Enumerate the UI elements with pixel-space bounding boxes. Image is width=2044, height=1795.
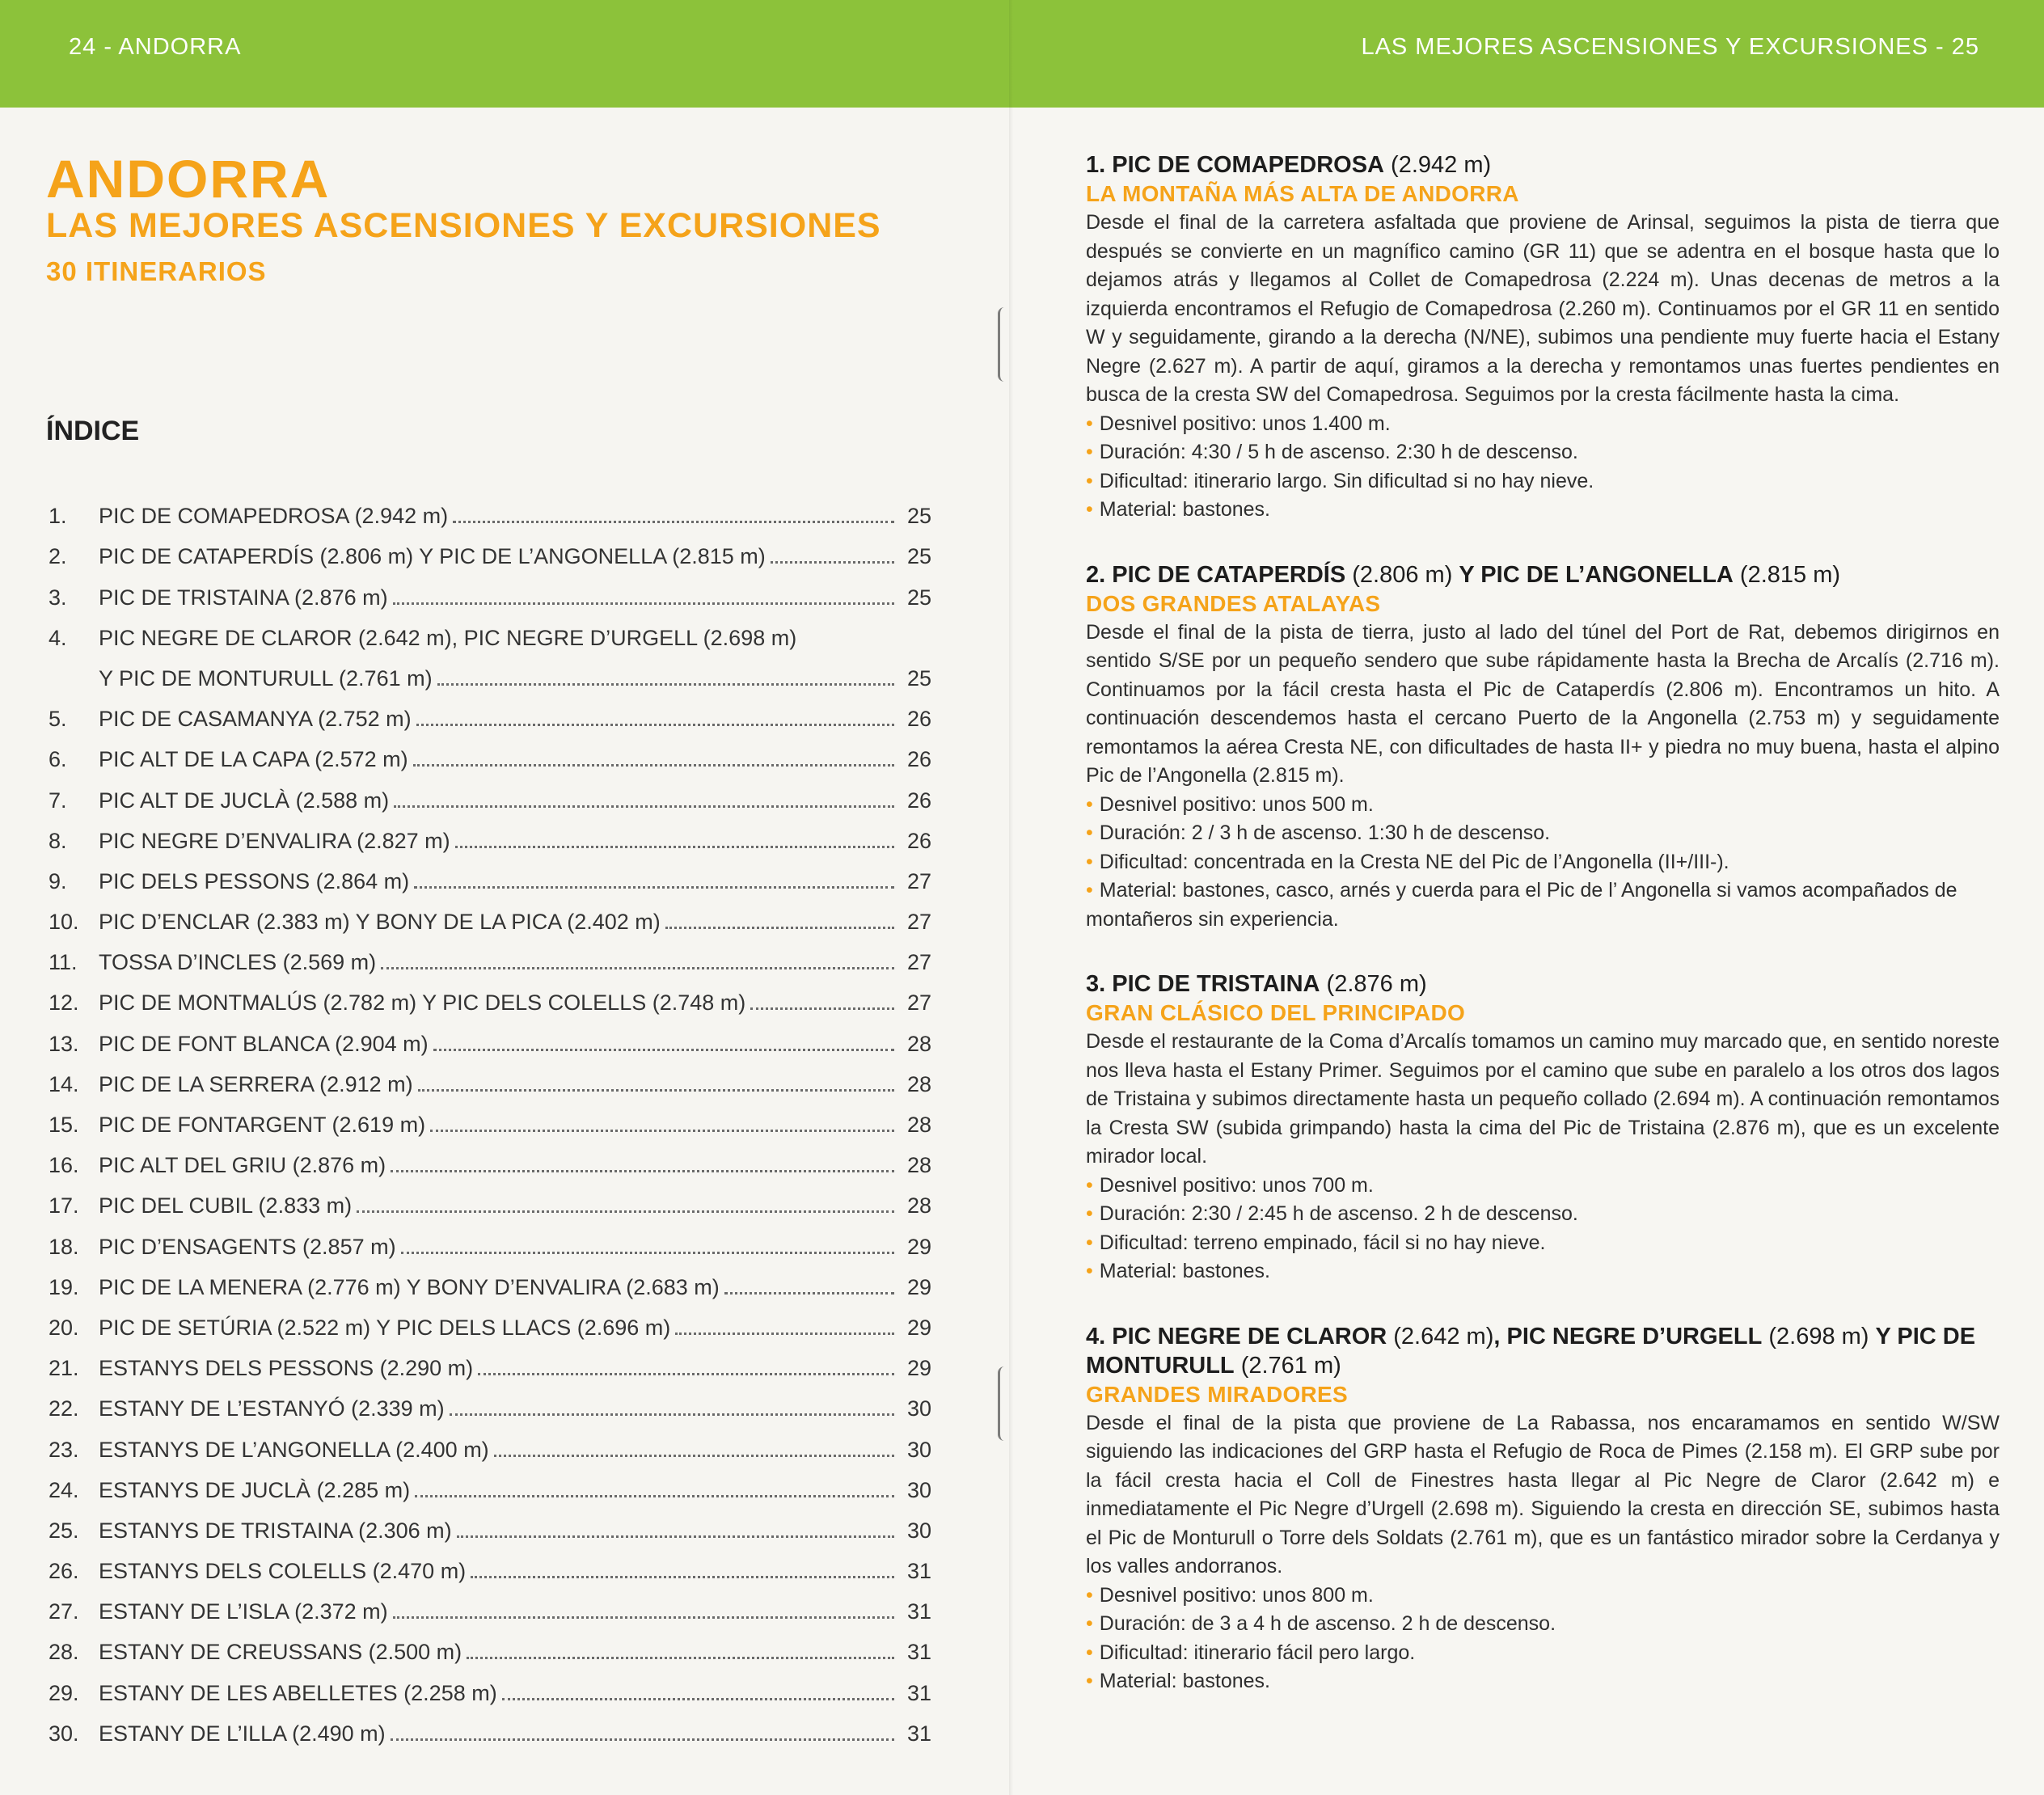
toc-entry-number: 8.: [49, 828, 67, 853]
toc-entry-number: 29.: [49, 1680, 79, 1705]
toc-entry-label: PIC DE MONTMALÚS (2.782 m) Y PIC DELS COLELLS (2.748 m): [99, 990, 746, 1016]
toc-entry-page: 31: [906, 1680, 931, 1705]
toc-leader-dots: [467, 1657, 894, 1659]
toc-entry: [49, 488, 931, 529]
toc-entry-page: 30: [906, 1518, 931, 1543]
toc-entry-number: 9.: [49, 868, 67, 893]
toc-entry-page: 28: [906, 1071, 931, 1096]
toc-entry-page: 28: [906, 1153, 931, 1178]
itinerary-title-name: , PIC NEGRE D’URGELL: [1493, 1323, 1763, 1349]
itinerary-title-name: 4. PIC NEGRE DE CLAROR: [1086, 1323, 1387, 1349]
toc-leader-dots: [478, 1373, 894, 1375]
itinerary-title-altitude: (2.942 m): [1384, 152, 1492, 178]
toc-entry-page: 28: [906, 1193, 931, 1218]
page-subtitle: LAS MEJORES ASCENSIONES Y EXCURSIONES: [46, 206, 881, 245]
toc-leader-dots: [494, 1455, 894, 1457]
itinerary-section: [1086, 560, 2000, 935]
itinerary-section: [1086, 969, 2000, 1286]
itinerary-details: [1086, 410, 2000, 525]
toc-leader-dots: [357, 1210, 894, 1213]
toc-entry-label: PIC ALT DE JUCLÀ (2.588 m): [99, 788, 390, 813]
toc-entry-label: PIC DE TRISTAINA (2.876 m): [99, 585, 388, 610]
toc-entry: [49, 1300, 931, 1341]
toc-entry: [49, 1503, 931, 1544]
toc-leader-dots: [455, 846, 894, 848]
toc-entry-label: PIC DE CATAPERDÍS (2.806 m) Y PIC DE L’ANGONELLA (2.815 m): [99, 544, 766, 569]
toc-entry-page: 29: [906, 1356, 931, 1381]
toc-entry-number: 20.: [49, 1315, 79, 1340]
toc-entry-number: 16.: [49, 1153, 79, 1178]
toc-entry-number: 14.: [49, 1071, 79, 1096]
toc-entry: [49, 1706, 931, 1746]
toc-leader-dots: [401, 1252, 894, 1254]
toc-entry: [49, 1057, 931, 1097]
toc-entry-number: 21.: [49, 1356, 79, 1381]
toc-entry: [49, 935, 931, 975]
toc-entry-number: 15.: [49, 1113, 79, 1137]
itinerary-description: Desde el final de la pista de tierra, justo al lado del túnel del Port de Rat, debemos dirigirnos en sentido S/SE por un pequeño sendero que sube rápidamente hasta la Brecha de Arcalís (2.716 m). Continuamos por la fácil cresta hasta el Pic de Cataperdís (2.806 m). Encontramos un hito. A continuación descendemos hasta el cercano Puerto de la Angonella (2.753 m) y seguidamente remontamos la aérea Cresta NE, con dificultades de hasta II+ y piedra no muy buena, hasta el alpino Pic de l’Angonella (2.815 m).: [1086, 620, 2000, 787]
toc-leader-dots: [453, 521, 894, 523]
toc-entry-label: ESTANYS DELS PESSONS (2.290 m): [99, 1356, 474, 1381]
toc-entry-page: 28: [906, 1113, 931, 1137]
toc-entry-label: PIC D’ENSAGENTS (2.857 m): [99, 1234, 396, 1259]
toc-entry-page: 25: [906, 585, 931, 610]
toc-leader-dots: [771, 561, 894, 564]
toc-entry-label: ESTANYS DELS COLELLS (2.470 m): [99, 1559, 467, 1584]
toc-entry-label: ESTANY DE L’ESTANYÓ (2.339 m): [99, 1396, 445, 1421]
itinerary-title-name: 1. PIC DE COMAPEDROSA: [1086, 152, 1384, 178]
itinerary-title-name: Y PIC DE MONTURULL: [1086, 1323, 1976, 1379]
toc-entry-page: 27: [906, 910, 931, 935]
itinerary-title-altitude: (2.642 m): [1387, 1323, 1494, 1349]
toc-entry-number: 13.: [49, 1031, 79, 1056]
toc-leader-dots: [416, 724, 894, 726]
toc-entry-number: 5.: [49, 707, 67, 732]
toc-leader-dots: [457, 1535, 894, 1538]
itinerary-description: Desde el restaurante de la Coma d’Arcalís tomamos un camino muy marcado que, en sentido noreste nos lleva hasta el Estany Primer. Seguimos por el camino que sube en paralelo a los otros dos lagos de Tristaina y subimos directamente hasta un pequeño collado (2.694 m). A continuación remontamos la Cresta SW (subida grimpando) hasta la cima del Pic de Tristaina (2.876 m), que es un excelente mirador local.: [1086, 1030, 2000, 1168]
toc-entry: [49, 732, 931, 772]
toc-entry-page: 29: [906, 1274, 931, 1299]
toc-entry-page: 26: [906, 747, 931, 772]
toc-entry-page: 31: [906, 1559, 931, 1584]
itinerary-title-name: Y PIC DE L’ANGONELLA: [1459, 561, 1734, 588]
toc-entry-label: PIC ALT DE LA CAPA (2.572 m): [99, 747, 408, 772]
toc-entry-page: 31: [906, 1640, 931, 1665]
toc-entry-label: ESTANY DE CREUSSANS (2.500 m): [99, 1640, 462, 1665]
toc-entry-label: PIC DE LA MENERA (2.776 m) Y BONY D’ENVALIRA (2.683 m): [99, 1274, 720, 1299]
toc-leader-dots: [675, 1333, 894, 1335]
toc-entry-page: 25: [906, 544, 931, 569]
toc-entry: [49, 1138, 931, 1178]
toc-leader-dots: [381, 967, 894, 969]
itinerary-sections: [1086, 150, 2000, 1732]
itinerary-detail-item: • Dificultad: itinerario largo. Sin dificultad si no hay nieve.: [1086, 467, 2000, 496]
toc-entry-page: 26: [906, 828, 931, 853]
toc-entry-label: ESTANYS DE TRISTAINA (2.306 m): [99, 1518, 452, 1543]
itinerary-section: [1086, 150, 2000, 525]
itinerary-detail-item: • Duración: 2 / 3 h de ascenso. 1:30 h de descenso.: [1086, 819, 2000, 848]
toc-entry: [49, 1544, 931, 1584]
staple-top: [998, 307, 1015, 382]
toc-entry-number: 3.: [49, 585, 67, 610]
toc-entry-number: 6.: [49, 747, 67, 772]
toc-entry-label: ESTANYS DE L’ANGONELLA (2.400 m): [99, 1437, 489, 1462]
header-band-right: [1013, 0, 2044, 108]
toc-entry-number: 17.: [49, 1193, 79, 1218]
toc-entry-label: PIC DE CASAMANYA (2.752 m): [99, 707, 412, 732]
toc-entry-page: 31: [906, 1721, 931, 1746]
itinerary-section: [1086, 1322, 2000, 1696]
itinerary-description: Desde el final de la pista que proviene de La Rabassa, nos encaramamos en sentido W/SW siguiendo las indicaciones del GRP hasta el Refugio de Roca de Pimes (2.158 m). El GRP sube por la fácil cresta hacia el Coll de Finestres hasta llegar al Pic Negre de Claror (2.642 m) e inmediatamente el Pic Negre d’Urgell (2.698 m). Siguiendo la cresta en dirección SE, subimos hasta el Pic de Monturull o Torre dels Soldats (2.761 m), que es un fantástico mirador sobre la Cerdanya y los valles andorranos.: [1086, 1411, 2000, 1577]
toc-entry-page: 27: [906, 868, 931, 893]
toc-entry-page: 28: [906, 1031, 931, 1056]
toc-leader-dots: [391, 1738, 894, 1741]
toc-entry-label: PIC DEL CUBIL (2.833 m): [99, 1193, 353, 1218]
toc-entry-number: 1.: [49, 504, 67, 529]
toc-entry-page: 30: [906, 1396, 931, 1421]
toc-entry: [49, 975, 931, 1016]
toc-entry-page: 29: [906, 1315, 931, 1340]
toc-entry-label: PIC DE FONT BLANCA (2.904 m): [99, 1031, 429, 1056]
toc-entry-number: 18.: [49, 1234, 79, 1259]
toc-leader-dots: [430, 1130, 894, 1132]
toc-entry: [49, 1584, 931, 1624]
staple-bottom: [998, 1366, 1015, 1441]
toc-entry-page: 25: [906, 665, 931, 691]
toc-leader-dots: [433, 1049, 894, 1051]
itinerary-details: [1086, 791, 2000, 935]
toc-entry-label: ESTANY DE L’ISLA (2.372 m): [99, 1599, 388, 1624]
itinerary-detail-item: • Desnivel positivo: unos 700 m.: [1086, 1172, 2000, 1201]
toc-entry-page: 26: [906, 707, 931, 732]
toc-leader-dots: [450, 1413, 894, 1416]
toc-entry: [49, 610, 931, 651]
itinerary-detail-item: • Duración: 2:30 / 2:45 h de ascenso. 2 h de descenso.: [1086, 1200, 2000, 1229]
itinerary-detail-item: • Dificultad: concentrada en la Cresta NE del Pic de l’Angonella (II+/III-).: [1086, 848, 2000, 877]
itinerary-title: [1086, 969, 2000, 999]
toc-entry: [49, 691, 931, 732]
toc-entry: [49, 1624, 931, 1665]
toc-entry-number: 11.: [49, 950, 78, 975]
toc-entry-number: 22.: [49, 1396, 79, 1421]
toc-entry: [49, 1218, 931, 1259]
toc-entry-label: PIC DELS PESSONS (2.864 m): [99, 868, 410, 893]
toc-entry-number: 2.: [49, 544, 67, 569]
itinerary-detail-item: • Desnivel positivo: unos 1.400 m.: [1086, 410, 2000, 439]
toc-entry: [49, 1178, 931, 1218]
itinerary-subtitle: DOS GRANDES ATALAYAS: [1086, 590, 1381, 616]
itinerary-detail-item: • Material: bastones, casco, arnés y cuerda para el Pic de l’ Angonella si vamos acompañados de montañeros sin experiencia.: [1086, 876, 2000, 934]
page-title: ANDORRA: [46, 149, 331, 209]
itinerary-detail-item: • Duración: de 3 a 4 h de ascenso. 2 h de descenso.: [1086, 1610, 2000, 1639]
toc-entry: [49, 651, 931, 691]
toc-leader-dots: [724, 1292, 894, 1295]
toc-entry-number: 30.: [49, 1721, 79, 1746]
toc-entry: [49, 854, 931, 894]
itinerary-title: [1086, 1322, 2000, 1380]
itinerary-details: [1086, 1172, 2000, 1286]
toc-entry-label: PIC NEGRE D’ENVALIRA (2.827 m): [99, 828, 450, 853]
toc-leader-dots: [391, 1170, 894, 1172]
toc-entry: [49, 1097, 931, 1138]
toc-entry: [49, 1665, 931, 1705]
toc-leader-dots: [413, 764, 894, 767]
toc-entry: [49, 1381, 931, 1421]
itinerary-detail-item: • Material: bastones.: [1086, 496, 2000, 525]
toc-entry-page: 29: [906, 1234, 931, 1259]
right-page: [1013, 0, 2044, 1795]
toc-entry: [49, 1016, 931, 1056]
itinerary-title: [1086, 150, 2000, 180]
itinerary-detail-item: • Duración: 4:30 / 5 h de ascenso. 2:30 h de descenso.: [1086, 438, 2000, 467]
toc-entry: [49, 1421, 931, 1462]
toc-entry-page: 26: [906, 788, 931, 813]
toc-entry-page: 27: [906, 990, 931, 1016]
toc-entry: [49, 1260, 931, 1300]
itinerary-detail-item: • Dificultad: itinerario fácil pero largo.: [1086, 1639, 2000, 1668]
toc-entry-number: 27.: [49, 1599, 79, 1624]
itinerary-subtitle: LA MONTAÑA MÁS ALTA DE ANDORRA: [1086, 181, 1519, 206]
toc-leader-dots: [750, 1007, 894, 1010]
toc-entry: [49, 529, 931, 569]
itineraries-count: 30 ITINERARIOS: [46, 256, 267, 286]
itinerary-title: [1086, 560, 2000, 589]
toc-entry-label: PIC NEGRE DE CLAROR (2.642 m), PIC NEGRE D’URGELL (2.698 m): [99, 625, 797, 650]
toc-leader-dots: [393, 1616, 894, 1619]
itinerary-title-altitude: (2.815 m): [1733, 561, 1841, 588]
itinerary-description: Desde el final de la carretera asfaltada que proviene de Arinsal, seguimos la pista de tierra que después se convierte en un magnífico camino (GR 11) que se adentra en el bosque hasta que lo dejamos atrás y llegamos al Collet de Comapedrosa (2.224 m). Unas decenas de metros a la izquierda encontramos el Refugio de Comapedrosa (2.260 m). Continuamos por el GR 11 en sentido W y seguidamente, girando a la derecha (N/NE), subimos una pendiente muy fuerte hacia el Estany Negre (2.627 m). A partir de aquí, giramos a la derecha y remontamos unas fuertes pendientes en busca de la cresta SW del Comapedrosa. Seguimos por la cresta fácilmente hasta la cima.: [1086, 211, 2000, 406]
toc-entry-label: ESTANY DE L’ILLA (2.490 m): [99, 1721, 386, 1746]
toc-entry-number: 4.: [49, 625, 67, 650]
toc-leader-dots: [502, 1698, 894, 1700]
toc-leader-dots: [393, 602, 894, 605]
toc-leader-dots: [418, 1089, 894, 1092]
left-page-header: 24 - ANDORRA: [69, 34, 242, 60]
header-band-left: [0, 0, 1013, 108]
toc-leader-dots: [415, 1495, 894, 1497]
toc-entry: [49, 1463, 931, 1503]
toc-entry-number: 26.: [49, 1559, 79, 1584]
itinerary-title-altitude: (2.806 m): [1345, 561, 1459, 588]
toc-entry: [49, 569, 931, 610]
itinerary-detail-item: • Desnivel positivo: unos 500 m.: [1086, 791, 2000, 820]
toc-leader-dots: [665, 927, 894, 929]
toc-entry-label: PIC ALT DEL GRIU (2.876 m): [99, 1153, 386, 1178]
toc-entry-number: 12.: [49, 990, 79, 1016]
itinerary-detail-item: • Dificultad: terreno empinado, fácil si no hay nieve.: [1086, 1229, 2000, 1258]
itinerary-detail-item: • Material: bastones.: [1086, 1257, 2000, 1286]
toc-leader-dots: [471, 1576, 894, 1578]
toc-leader-dots: [394, 805, 894, 808]
itinerary-detail-item: • Desnivel positivo: unos 800 m.: [1086, 1582, 2000, 1611]
toc-leader-dots: [414, 886, 894, 889]
toc-entry-number: 24.: [49, 1477, 79, 1502]
toc-entry-number: 25.: [49, 1518, 79, 1543]
toc-entry-page: 30: [906, 1477, 931, 1502]
index-heading: ÍNDICE: [46, 416, 140, 446]
toc-entry-number: 7.: [49, 788, 67, 813]
right-page-header: LAS MEJORES ASCENSIONES Y EXCURSIONES - 25: [1361, 34, 1979, 60]
toc-entry-page: 25: [906, 504, 931, 529]
itinerary-title-name: 2. PIC DE CATAPERDÍS: [1086, 561, 1346, 588]
itinerary-title-altitude: (2.698 m): [1762, 1323, 1876, 1349]
itinerary-title-altitude: (2.761 m): [1234, 1352, 1341, 1379]
itinerary-title-name: 3. PIC DE TRISTAINA: [1086, 971, 1320, 997]
toc-entry: [49, 894, 931, 935]
itinerary-detail-item: • Material: bastones.: [1086, 1667, 2000, 1696]
itinerary-title-altitude: (2.876 m): [1320, 971, 1427, 997]
itinerary-subtitle: GRAN CLÁSICO DEL PRINCIPADO: [1086, 1000, 1466, 1025]
toc-entry-label: PIC DE COMAPEDROSA (2.942 m): [99, 504, 449, 529]
toc-entry-number: 23.: [49, 1437, 79, 1462]
itinerary-details: [1086, 1582, 2000, 1696]
toc-entry-label: ESTANYS DE JUCLÀ (2.285 m): [99, 1477, 411, 1502]
toc-entry-page: 31: [906, 1599, 931, 1624]
toc-entry-label: PIC DE FONTARGENT (2.619 m): [99, 1113, 426, 1137]
toc-entry-page: 30: [906, 1437, 931, 1462]
toc-entry-label: TOSSA D’INCLES (2.569 m): [99, 950, 377, 975]
toc-entry-label: PIC D’ENCLAR (2.383 m) Y BONY DE LA PICA (2.402 m): [99, 910, 661, 935]
toc-entry-page: 27: [906, 950, 931, 975]
toc-entry-label: ESTANY DE LES ABELLETES (2.258 m): [99, 1680, 497, 1705]
toc-entry: [49, 772, 931, 813]
toc-entry: [49, 813, 931, 854]
toc-leader-dots: [437, 683, 894, 686]
toc-entry-label: PIC DE LA SERRERA (2.912 m): [99, 1071, 413, 1096]
left-page: [0, 0, 1013, 1795]
toc-entry: [49, 1341, 931, 1381]
table-of-contents: [49, 488, 931, 1746]
toc-entry-number: 19.: [49, 1274, 79, 1299]
itinerary-subtitle: GRANDES MIRADORES: [1086, 1381, 1349, 1407]
toc-entry-label: Y PIC DE MONTURULL (2.761 m): [99, 665, 433, 691]
toc-entry-label: PIC DE SETÚRIA (2.522 m) Y PIC DELS LLACS (2.696 m): [99, 1315, 671, 1340]
toc-entry-number: 10.: [49, 910, 79, 935]
toc-entry-number: 28.: [49, 1640, 79, 1665]
